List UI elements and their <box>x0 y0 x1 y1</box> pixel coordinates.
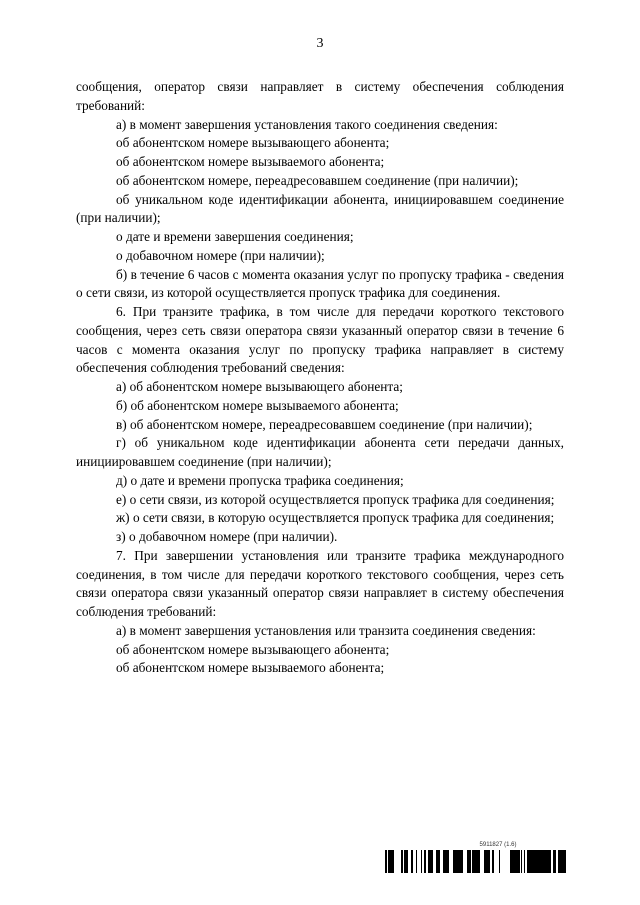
document-body <box>76 78 564 678</box>
paragraph: ж) о сети связи, в которую осуществляется пропуск трафика для соединения; <box>116 510 555 526</box>
paragraph: а) в момент завершения установления или транзита соединения сведения: <box>116 622 536 638</box>
paragraph: б) в течение 6 часов с момента оказания услуг по пропуску трафика - сведения о сети связи, из которой осуществляется пропуск трафика для соединения. <box>76 266 564 301</box>
paragraph: о дате и времени завершения соединения; <box>116 229 354 244</box>
paragraph: е) о сети связи, из которой осуществляется пропуск трафика для соединения; <box>116 491 555 507</box>
paragraph: об абонентском номере вызывающего абонента; <box>116 135 390 151</box>
paragraph: сообщения, оператор связи направляет в систему обеспечения соблюдения требований: <box>76 79 564 113</box>
paragraph: а) в момент завершения установления такого соединения сведения: <box>116 116 498 132</box>
paragraph: об уникальном коде идентификации абонента, инициировавшем соединение (при наличии); <box>76 191 564 226</box>
barcode-label: 5911827 (1.6) <box>479 842 517 848</box>
paragraph: об абонентском номере вызывающего абонента; <box>116 641 390 657</box>
paragraph: об абонентском номере, переадресовавшем соединение (при наличии); <box>116 172 519 188</box>
paragraph: г) об уникальном коде идентификации абонента сети передачи данных, инициировавшем соединение (при наличии); <box>76 435 564 469</box>
paragraph: а) об абонентском номере вызывающего абонента; <box>116 379 403 394</box>
paragraph: д) о дате и времени пропуска трафика соединения; <box>116 472 404 488</box>
barcode-icon <box>385 850 566 873</box>
paragraph: об абонентском номере вызываемого абонента; <box>116 154 385 169</box>
paragraph: 7. При завершении установления или транзите трафика международного соединения, в том числе для передачи короткого текстового сообщения, через сеть связи оператора связи указанный оператор связи направляет в систему обеспечения соблюдения требований: <box>76 547 564 619</box>
paragraph: в) об абонентском номере, переадресовавшем соединение (при наличии); <box>116 416 533 432</box>
page-number: 3 <box>316 36 324 51</box>
paragraph: 6. При транзите трафика, в том числе для передачи короткого текстового сообщения, через сеть связи оператора связи указанный оператор связи в течение 6 часов с момента оказания услуг по пропуску трафика направляет в систему обеспечения соблюдения требований сведения: <box>76 304 564 376</box>
paragraph: об абонентском номере вызываемого абонента; <box>116 660 385 676</box>
paragraph: о добавочном номере (при наличии); <box>116 247 325 263</box>
paragraph: з) о добавочном номере (при наличии). <box>116 529 338 544</box>
paragraph: б) об абонентском номере вызываемого абонента; <box>116 397 399 413</box>
